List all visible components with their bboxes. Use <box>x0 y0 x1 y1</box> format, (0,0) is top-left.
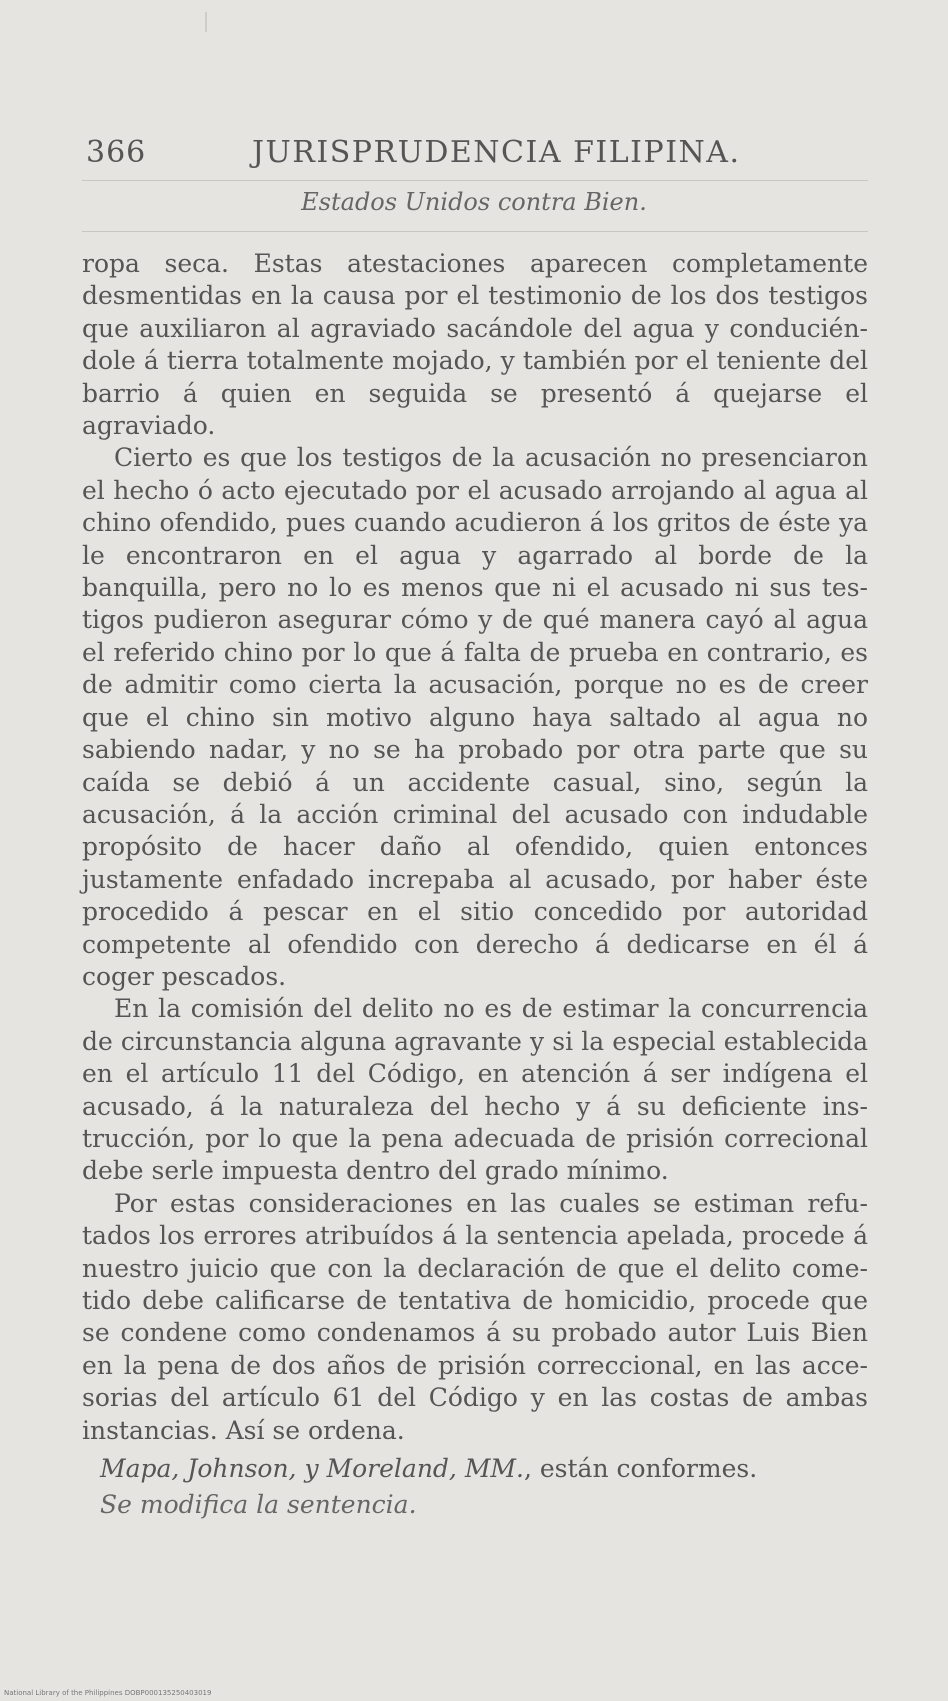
footer-identifier: National Library of the Philippines DOBP000135250403019 <box>4 1689 212 1697</box>
concurring-justices: Mapa, Johnson, y Moreland, MM. <box>100 1454 524 1483</box>
case-title: Estados Unidos contra Bien. <box>301 188 647 216</box>
paragraph: Por estas consideraciones en las cuales se estiman refutados los errores atribuídos á la sentencia apelada, procede á nuestro juicio que con la declaración de que el delito cometido debe calificarse de tentativa de homicidio, procede que se condene como condenamos á su probado autor Luis Bien en la pena de dos años de prisión correccional, en las accesorias del artículo 61 del Código y en las costas de ambas instancias. Así se ordena. <box>82 1188 868 1445</box>
header-rule-top <box>82 180 868 181</box>
running-title: JURISPRUDENCIA FILIPINA. <box>252 135 741 170</box>
scan-artifact <box>205 12 207 32</box>
paragraph-continuation: ropa seca. Estas atestaciones aparecen completamente desmentidas en la causa por el testimonio de los dos testigos que auxiliaron al agraviado sacándole del agua y conduciéndole á tierra totalmente mojado, y también por el teniente del barrio á quien en seguida se presentó á quejarse el agraviado. <box>82 249 868 441</box>
disposition: Se modifica la sentencia. <box>100 1490 417 1519</box>
concurrence-text: , están conformes. <box>523 1454 758 1483</box>
paragraph: En la comisión del delito no es de estimar la concurrencia de circunstancia alguna agravante y si la especial establecida en el artículo 11 del Código, en atención á ser indígena el acusado, á la naturaleza del hecho y á su deficiente instrucción, por lo que la pena adecuada de prisión correcional debe serle impuesta dentro del grado mínimo. <box>82 994 868 1186</box>
paragraph: Cierto es que los testigos de la acusación no presenciaron el hecho ó acto ejecutado por el acusado arrojando al agua al chino ofendido, pues cuando acudieron á los gritos de éste ya le encontraron en el agua y agarrado al borde de la banquilla, pero no lo es menos que ni el acusado ni sus testigos pudieron asegurar cómo y de qué manera cayó al agua el referido chino por lo que á falta de prueba en contrario, es de admitir como cierta la acusación, porque no es de creer que el chino sin motivo alguno haya saltado al agua no sabiendo nadar, y no se ha probado por otra parte que su caída se debió á un accidente casual, sino, según la acusación, á la acción criminal del acusado con indudable propósito de hacer daño al ofendido, quien entonces justamente enfadado increpaba al acusado, por haber éste procedido á pescar en el sitio concedido por autoridad competente al ofendido con derecho á dedicarse en él á coger pescados. <box>82 443 868 991</box>
page-number: 366 <box>86 135 147 170</box>
header-rule-bottom <box>82 231 868 232</box>
concurrence-line <box>100 1454 757 1483</box>
page-header <box>82 131 868 181</box>
body-text <box>82 248 868 1447</box>
